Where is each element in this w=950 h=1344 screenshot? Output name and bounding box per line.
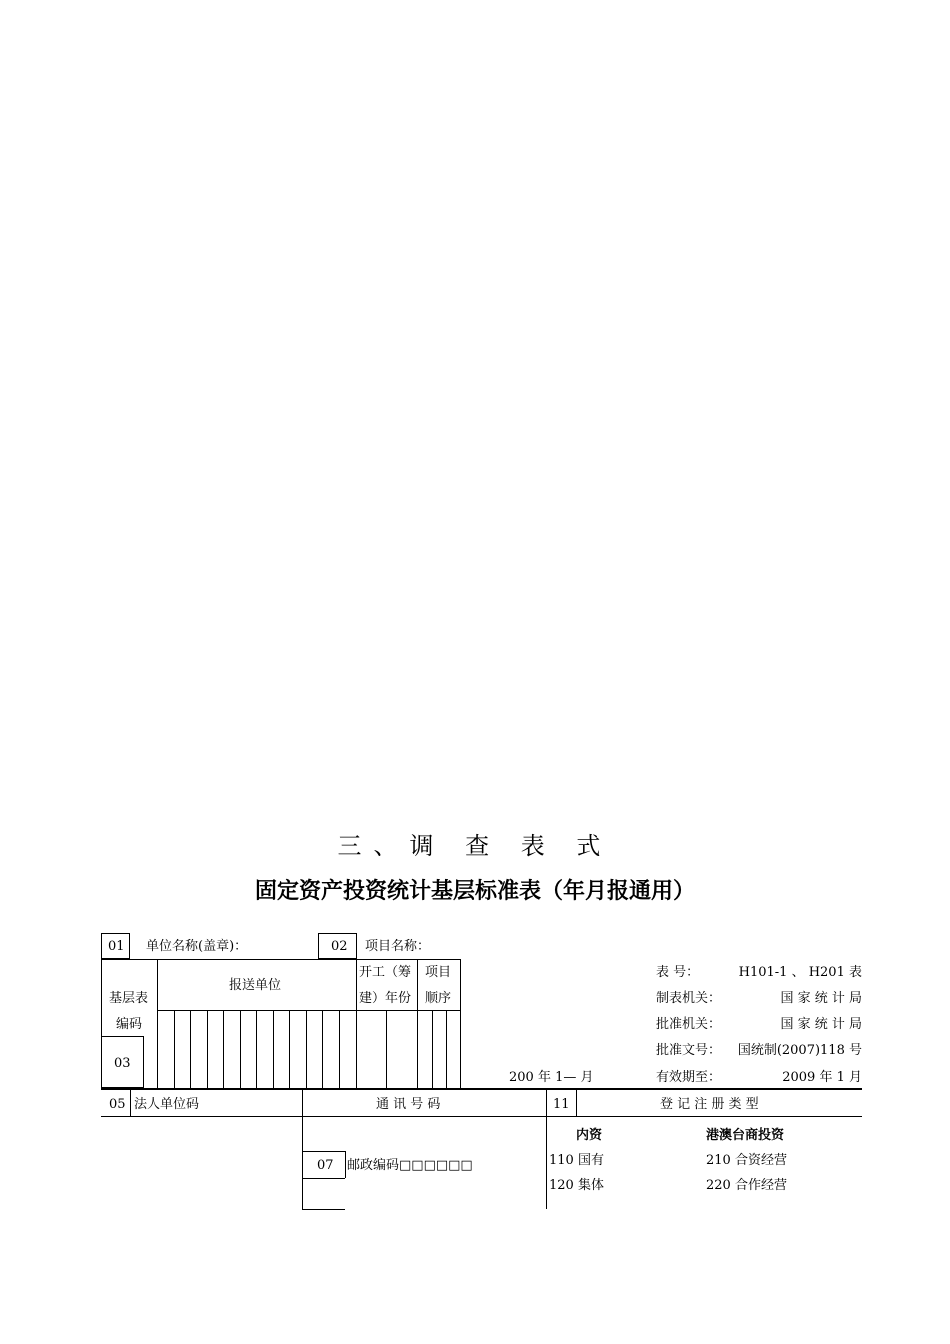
cell-divider xyxy=(289,1010,290,1088)
reporting-unit-label: 报送单位 xyxy=(229,978,282,993)
cell-divider xyxy=(432,1010,433,1088)
row2-divider xyxy=(130,1090,131,1116)
section-title: 三、调 查 表 式 xyxy=(337,832,613,860)
maker-value: 国 家 统 计 局 xyxy=(780,991,862,1006)
base-code-label-1: 基层表 xyxy=(109,991,149,1006)
postal-top xyxy=(302,1151,345,1152)
hmt-item: 220 合作经营 xyxy=(706,1178,787,1193)
cell-divider xyxy=(273,1010,274,1088)
domestic-item: 120 集体 xyxy=(549,1178,604,1193)
cell-divider xyxy=(446,1010,447,1088)
valid-label: 有效期至： xyxy=(656,1070,722,1085)
hmt-item: 210 合资经营 xyxy=(706,1153,787,1168)
meta-maker xyxy=(656,991,862,1007)
valid-value: 2009 年 1 月 xyxy=(782,1070,862,1085)
report-period: 200 年 1— 月 xyxy=(509,1070,594,1085)
code-05: 05 xyxy=(109,1097,126,1112)
project-order-label-2: 顺序 xyxy=(425,991,452,1006)
cell-divider xyxy=(207,1010,208,1088)
code-02: 02 xyxy=(331,939,348,954)
legal-code-label: 法人单位码 xyxy=(134,1097,200,1112)
cell-divider xyxy=(339,1010,340,1088)
code-11: 11 xyxy=(553,1097,570,1112)
registration-label: 登 记 注 册 类 型 xyxy=(660,1097,759,1112)
base-code-label-2: 编码 xyxy=(116,1017,143,1032)
cell-divider xyxy=(322,1010,323,1088)
doc-no-label: 批准文号： xyxy=(656,1043,722,1058)
doc-no-value: 国统制(2007)118 号 xyxy=(737,1043,862,1058)
project-order-divider xyxy=(417,959,418,1088)
postal-code-label: 邮政编码□□□□□□ xyxy=(347,1158,473,1173)
domestic-heading: 内资 xyxy=(576,1128,603,1143)
meta-doc-no xyxy=(656,1043,862,1059)
unit-name-label: 单位名称(盖章)： xyxy=(146,939,248,954)
cell-divider xyxy=(223,1010,224,1088)
base-code-divider xyxy=(157,959,158,1088)
postal-lower-line xyxy=(302,1209,345,1210)
approver-value: 国 家 统 计 局 xyxy=(780,1017,862,1032)
postal-divider xyxy=(345,1151,346,1178)
hmt-heading: 港澳台商投资 xyxy=(706,1128,785,1143)
meta-approver xyxy=(656,1017,862,1033)
frame-right xyxy=(460,959,461,1088)
form-no-label: 表 号： xyxy=(656,965,700,980)
thick-separator xyxy=(101,1088,862,1090)
row2-divider xyxy=(576,1090,577,1116)
row2-divider xyxy=(546,1090,547,1209)
form-no-value: H101-1 、 H201 表 xyxy=(738,965,862,980)
cell-divider xyxy=(190,1010,191,1088)
maker-label: 制表机关： xyxy=(656,991,722,1006)
approver-label: 批准机关： xyxy=(656,1017,722,1032)
cell-divider xyxy=(256,1010,257,1088)
start-year-label-1: 开工（筹 xyxy=(359,965,412,980)
row2-divider xyxy=(302,1090,303,1209)
code-07: 07 xyxy=(317,1158,334,1173)
cell-divider xyxy=(240,1010,241,1088)
meta-valid xyxy=(656,1070,862,1086)
project-name-label: 项目名称： xyxy=(365,939,431,954)
postal-bottom xyxy=(302,1178,345,1179)
row2-underline xyxy=(101,1116,862,1117)
cell-divider xyxy=(386,1010,387,1088)
project-order-label-1: 项目 xyxy=(425,965,452,980)
code-01: 01 xyxy=(108,939,125,954)
cell-divider xyxy=(306,1010,307,1088)
code-03: 03 xyxy=(114,1056,131,1071)
contact-label: 通 讯 号 码 xyxy=(376,1097,441,1112)
start-year-underline xyxy=(356,1010,460,1011)
domestic-item: 110 国有 xyxy=(549,1153,604,1168)
form-title: 固定资产投资统计基层标准表（年月报通用） xyxy=(254,879,695,904)
start-year-divider xyxy=(356,959,357,1088)
meta-form-no xyxy=(656,965,862,981)
start-year-label-2: 建）年份 xyxy=(359,991,412,1006)
cell-divider xyxy=(174,1010,175,1088)
frame-top xyxy=(101,959,461,960)
